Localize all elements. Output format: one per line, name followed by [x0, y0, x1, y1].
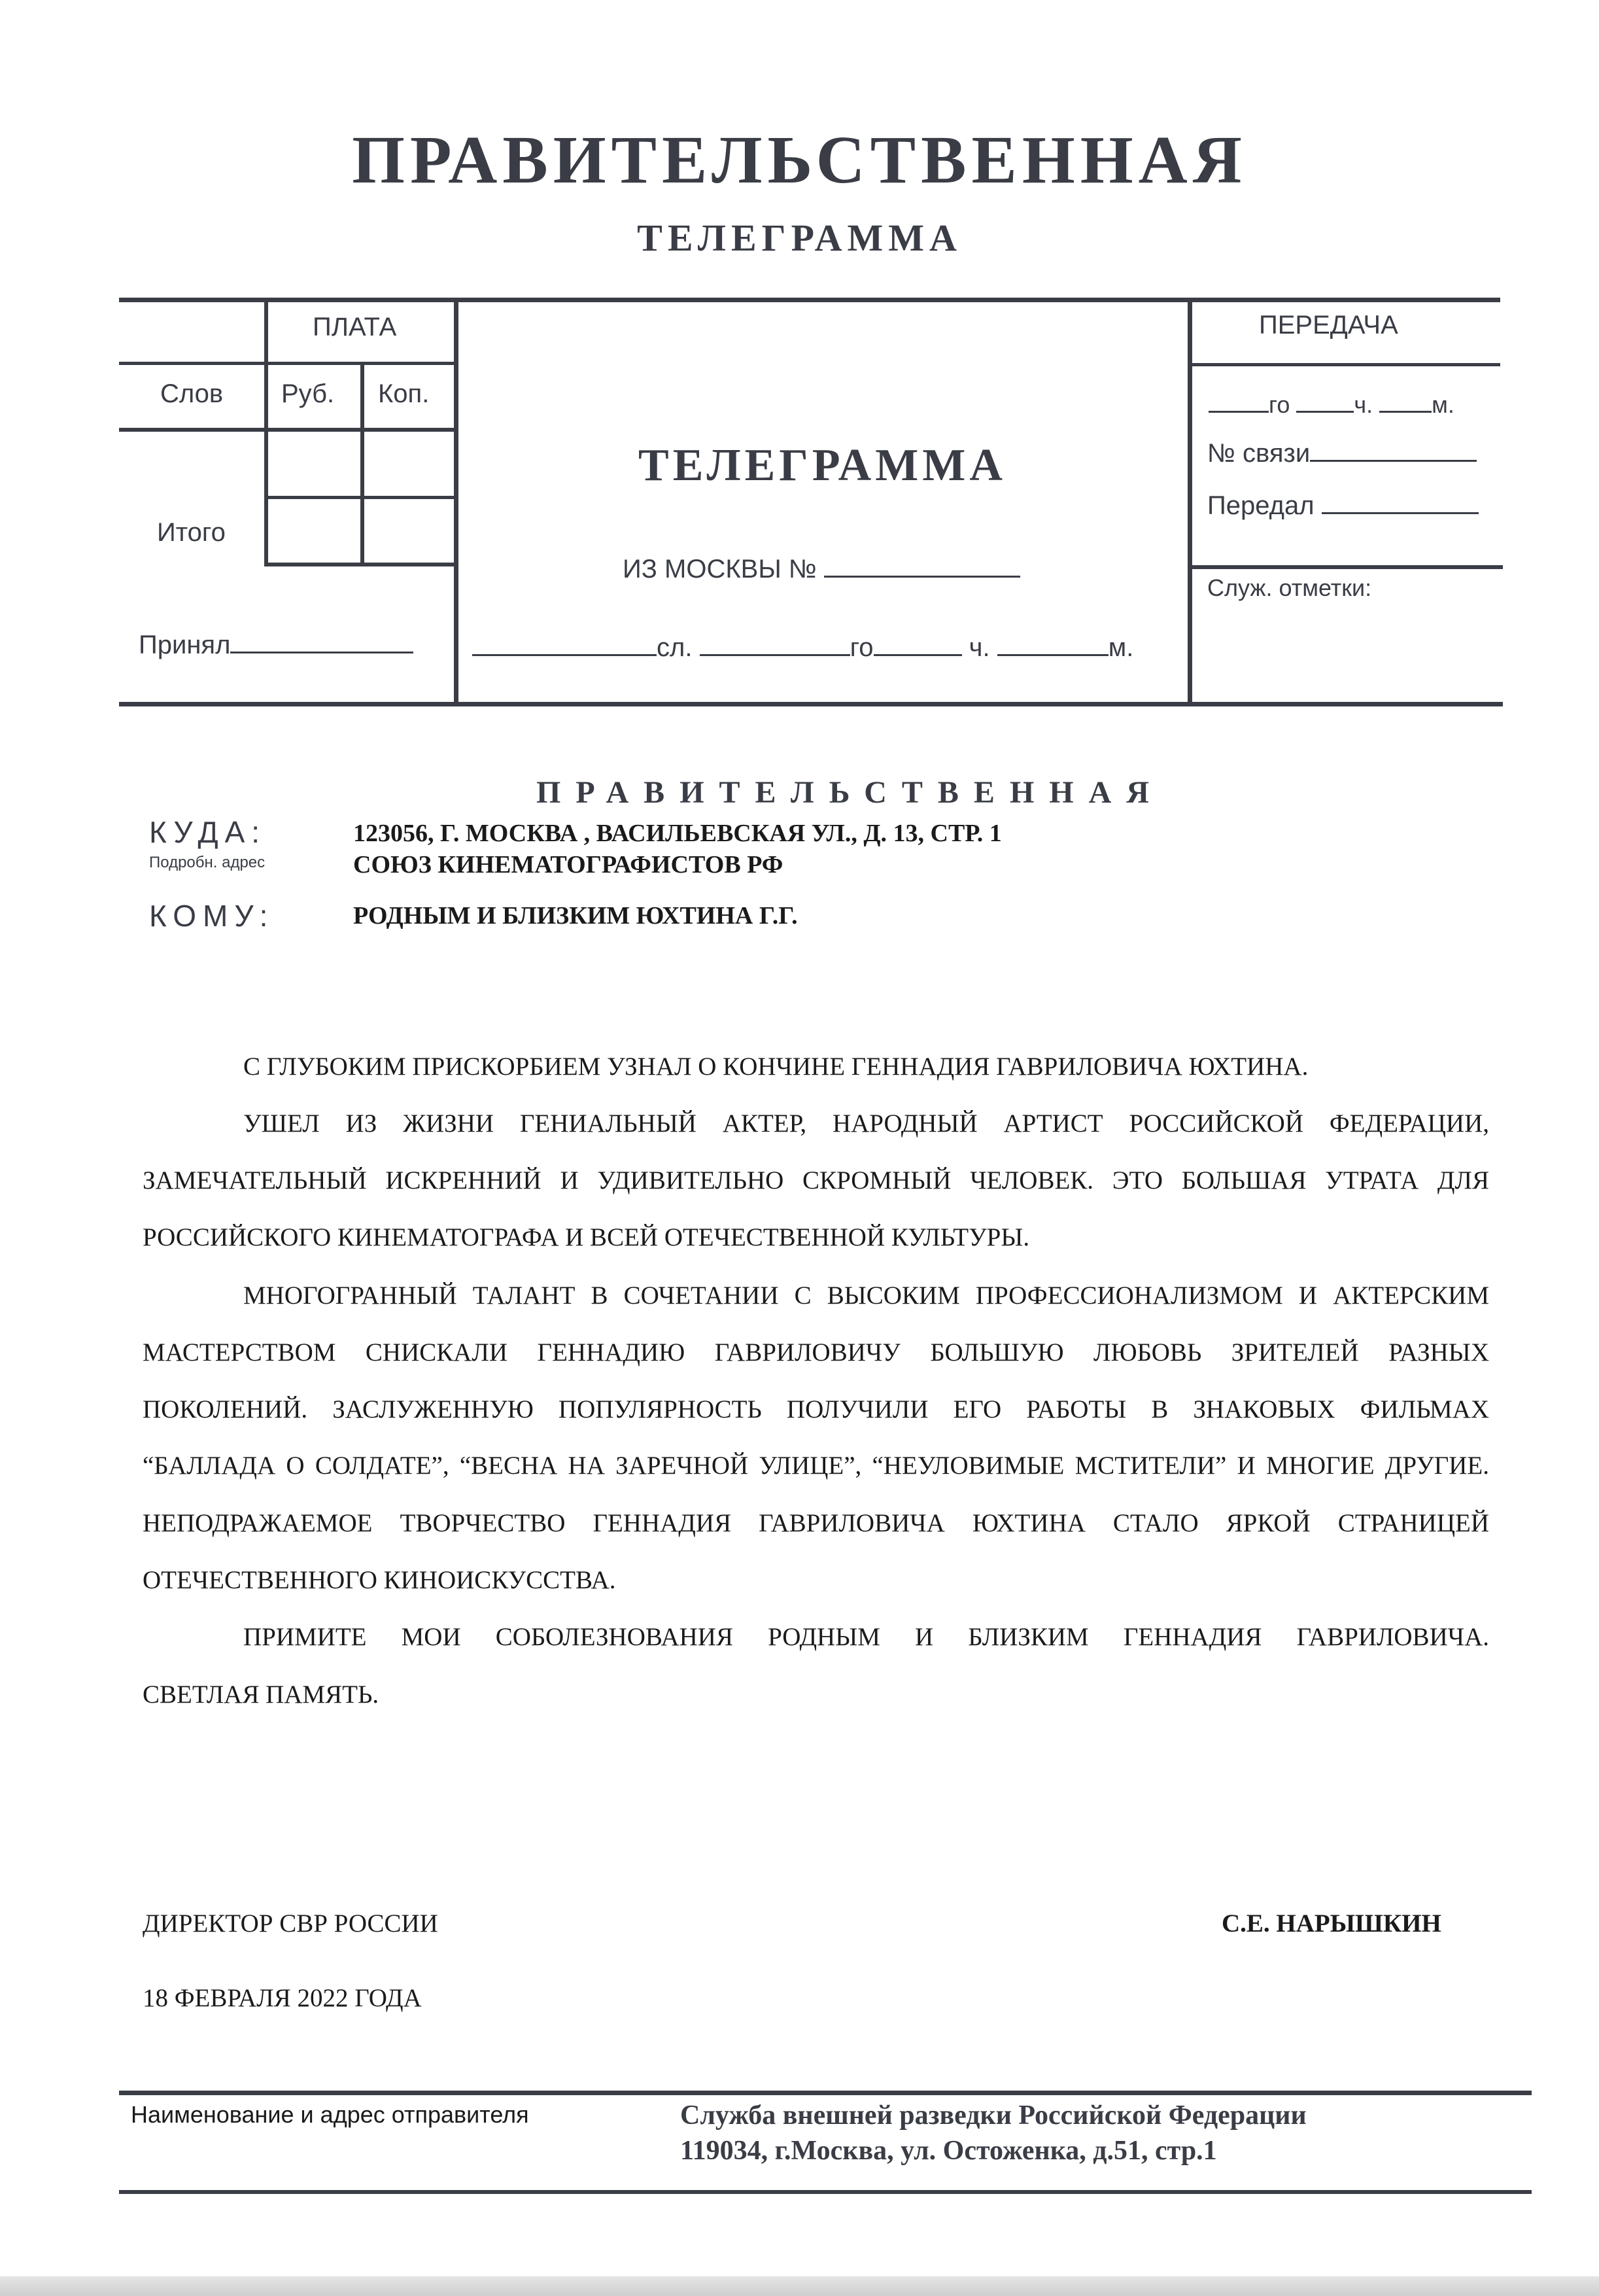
whom-label: КОМУ:	[149, 899, 275, 933]
form-divider	[264, 300, 268, 566]
form-divider	[264, 563, 456, 566]
body-line: ЗАМЕЧАТЕЛЬНЫЙ ИСКРЕННИЙ И УДИВИТЕЛЬНО СКРОМНЫЙ ЧЕЛОВЕК. ЭТО БОЛЬШАЯ УТРАТА ДЛЯ	[143, 1166, 1489, 1194]
form-top-rule	[119, 298, 1500, 302]
document-title: ПРАВИТЕЛЬСТВЕННАЯ	[352, 122, 1247, 198]
payment-label: ПЛАТА	[313, 313, 397, 341]
transmission-time: го ч. м.	[1209, 386, 1454, 419]
form-divider	[264, 362, 456, 365]
address-line-2: СОЮЗ КИНЕМАТОГРАФИСТОВ РФ	[353, 851, 783, 878]
address-sublabel: Подробн. адрес	[149, 854, 266, 871]
body-line: УШЕЛ ИЗ ЖИЗНИ ГЕНИАЛЬНЫЙ АКТЕР, НАРОДНЫЙ АРТИСТ РОССИЙСКОЙ ФЕДЕРАЦИИ,	[243, 1109, 1489, 1138]
sender-name: Служба внешней разведки Российской Федерации	[680, 2100, 1307, 2131]
body-line: ПОКОЛЕНИЙ. ЗАСЛУЖЕННУЮ ПОПУЛЯРНОСТЬ ПОЛУЧИЛИ ЕГО РАБОТЫ В ЗНАКОВЫХ ФИЛЬМАХ	[143, 1395, 1489, 1423]
scan-edge	[0, 2276, 1599, 2296]
sender-label: Наименование и адрес отправителя	[131, 2101, 529, 2128]
whom-value: РОДНЫМ И БЛИЗКИМ ЮХТИНА Г.Г.	[353, 902, 798, 930]
from-moscow-field: ИЗ МОСКВЫ №	[623, 551, 1020, 584]
connection-number-field: № связи	[1207, 435, 1477, 468]
body-line: “БАЛЛАДА О СОЛДАТЕ”, “ВЕСНА НА ЗАРЕЧНОЙ УЛИЦЕ”, “НЕУЛОВИМЫЕ МСТИТЕЛИ” И МНОГИЕ ДРУГИЕ.	[143, 1452, 1489, 1480]
transmitted-by-field: Передал	[1207, 487, 1479, 521]
time-fields: сл. го ч. м.	[472, 629, 1133, 663]
form-bottom-rule	[119, 702, 1503, 706]
body-line: ОТЕЧЕСТВЕННОГО КИНОИСКУССТВА.	[143, 1566, 616, 1594]
form-divider	[264, 496, 456, 499]
form-divider	[454, 300, 458, 704]
telegram-type: ПРАВИТЕЛЬСТВЕННАЯ	[536, 775, 1164, 810]
body-line: СВЕТЛАЯ ПАМЯТЬ.	[143, 1680, 379, 1709]
body-line: МАСТЕРСТВОМ СНИСКАЛИ ГЕННАДИЮ ГАВРИЛОВИЧУ БОЛЬШУЮ ЛЮБОВЬ ЗРИТЕЛЕЙ РАЗНЫХ	[143, 1338, 1489, 1366]
form-divider	[1190, 565, 1503, 569]
document-subtitle: ТЕЛЕГРАММА	[637, 217, 962, 259]
service-marks-label: Служ. отметки:	[1207, 574, 1372, 601]
form-divider	[1190, 363, 1500, 366]
body-line: МНОГОГРАННЫЙ ТАЛАНТ В СОЧЕТАНИИ С ВЫСОКИМ ПРОФЕССИОНАЛИЗМОМ И АКТЕРСКИМ	[243, 1281, 1489, 1310]
words-label: Слов	[160, 379, 224, 408]
body-line: С ГЛУБОКИМ ПРИСКОРБИЕМ УЗНАЛ О КОНЧИНЕ ГЕННАДИЯ ГАВРИЛОВИЧА ЮХТИНА.	[243, 1052, 1309, 1081]
telegram-center-title: ТЕЛЕГРАММА	[638, 440, 1006, 491]
signatory-position: ДИРЕКТОР СВР РОССИИ	[143, 1909, 438, 1938]
form-divider	[1188, 300, 1192, 704]
signatory-name: С.Е. НАРЫШКИН	[1222, 1909, 1441, 1938]
to-label: КУДА:	[149, 815, 267, 849]
signature-date: 18 ФЕВРАЛЯ 2022 ГОДА	[143, 1984, 422, 2012]
body-line: ПРИМИТЕ МОИ СОБОЛЕЗНОВАНИЯ РОДНЫМ И БЛИЗКИМ ГЕННАДИЯ ГАВРИЛОВИЧА.	[243, 1623, 1489, 1651]
body-line: РОССИЙСКОГО КИНЕМАТОГРАФА И ВСЕЙ ОТЕЧЕСТВЕННОЙ КУЛЬТУРЫ.	[143, 1223, 1030, 1251]
total-label: Итого	[157, 518, 226, 547]
form-divider	[119, 428, 456, 432]
transmission-label: ПЕРЕДАЧА	[1259, 311, 1398, 339]
form-divider	[119, 362, 264, 365]
sender-bottom-rule	[119, 2190, 1532, 2194]
rub-label: Руб.	[281, 379, 335, 408]
sender-address: 119034, г.Москва, ул. Остоженка, д.51, стр.1	[680, 2136, 1217, 2166]
accepted-label: Принял	[139, 627, 413, 660]
form-divider	[360, 362, 364, 566]
address-line-1: 123056, Г. МОСКВА , ВАСИЛЬЕВСКАЯ УЛ., Д. 13, СТР. 1	[353, 820, 1002, 847]
body-line: НЕПОДРАЖАЕМОЕ ТВОРЧЕСТВО ГЕННАДИЯ ГАВРИЛОВИЧА ЮХТИНА СТАЛО ЯРКОЙ СТРАНИЦЕЙ	[143, 1509, 1489, 1537]
sender-top-rule	[119, 2091, 1532, 2095]
kop-label: Коп.	[378, 379, 430, 408]
